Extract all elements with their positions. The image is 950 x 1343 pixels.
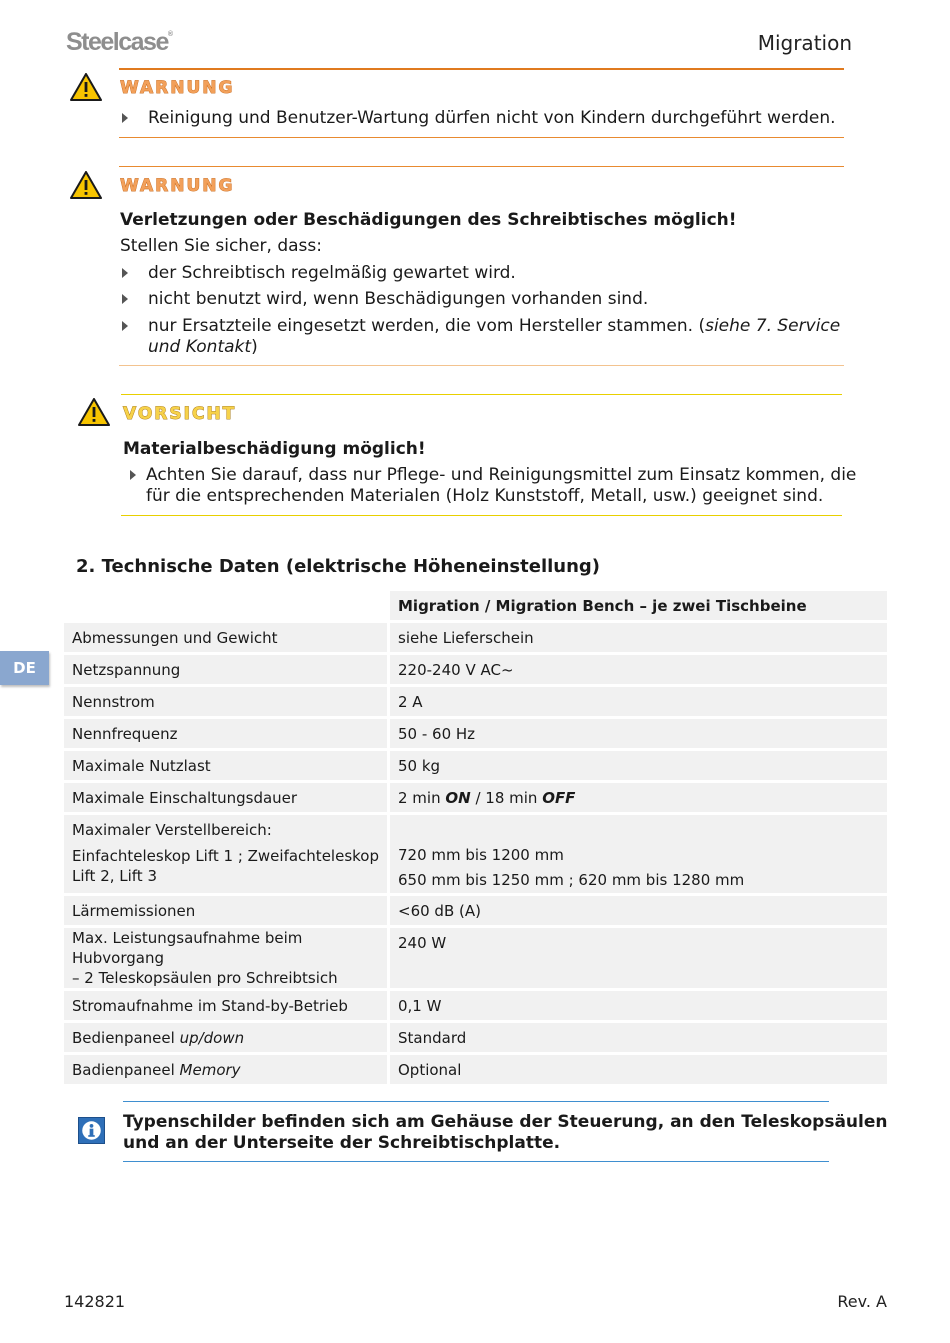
- spec-label: [64, 815, 390, 893]
- bullet-arrow-icon: [121, 112, 129, 124]
- panel-label: Badienpaneel: [72, 1060, 180, 1079]
- table-row: [64, 1055, 887, 1084]
- spec-value: 50 - 60 Hz: [390, 719, 887, 748]
- spec-value: Standard: [390, 1023, 887, 1052]
- warning-item: [148, 316, 840, 337]
- bullet-arrow-icon: [121, 293, 129, 305]
- reference-close: ): [251, 337, 258, 357]
- spec-label: [64, 1055, 390, 1084]
- section-title: 2. Technische Daten (elektrische Höheneinstellung): [76, 556, 601, 577]
- panel-label-italic: up/down: [179, 1028, 245, 1047]
- info-divider: [123, 1161, 829, 1162]
- bullet-arrow-icon: [129, 469, 137, 481]
- warning-divider: [119, 365, 844, 366]
- spec-value: 240 W: [390, 928, 887, 988]
- spec-label: Stromaufnahme im Stand-by-Betrieb: [64, 991, 390, 1020]
- caution-heading: Materialbeschädigung möglich!: [123, 439, 426, 459]
- spec-label: Maximale Einschaltungsdauer: [64, 783, 390, 812]
- caution-item: Achten Sie darauf, dass nur Pflege- und Reinigungsmittel zum Einsatz kommen, die: [146, 465, 857, 485]
- warning-divider: [119, 166, 844, 167]
- table-header-row: [64, 591, 887, 620]
- info-text-cont: und an der Unterseite der Schreibtischplatte.: [123, 1133, 561, 1153]
- spec-label: [64, 928, 390, 988]
- language-tab-de[interactable]: DE: [0, 651, 49, 685]
- spec-value: 0,1 W: [390, 991, 887, 1020]
- warning-triangle-icon: [70, 171, 102, 199]
- warning-heading: Verletzungen oder Beschädigungen des Schreibtisches möglich!: [120, 210, 737, 230]
- spec-label: Abmessungen und Gewicht: [64, 623, 390, 652]
- warning-triangle-icon: [70, 73, 102, 101]
- spec-label: Nennstrom: [64, 687, 390, 716]
- table-row: [64, 623, 887, 652]
- range-value-single: 720 mm bis 1200 mm: [398, 845, 564, 864]
- spec-value: [390, 783, 887, 812]
- spec-label: Lärmemissionen: [64, 896, 390, 925]
- table-row: [64, 783, 887, 812]
- range-label-variant: Einfachteleskop Lift 1 ; Zweifachteleskop: [72, 847, 379, 865]
- table-row: [64, 991, 887, 1020]
- table-row: [64, 1023, 887, 1052]
- warning-item: Reinigung und Benutzer-Wartung dürfen nicht von Kindern durchgeführt werden.: [148, 108, 836, 128]
- spec-value: 50 kg: [390, 751, 887, 780]
- table-row: [64, 928, 887, 988]
- range-label-variant-cont: Lift 2, Lift 3: [72, 867, 158, 885]
- table-header-empty: [64, 591, 390, 620]
- caution-signal-word: VORSICHT: [123, 404, 237, 424]
- duty-off-time: / 18 min: [470, 788, 543, 807]
- brand-name: Steelcase: [66, 28, 168, 56]
- tech-specs-table: [64, 588, 887, 1087]
- bullet-arrow-icon: [121, 320, 129, 332]
- header-divider: [119, 68, 844, 70]
- warning-item-cont: [148, 337, 258, 358]
- table-row: [64, 896, 887, 925]
- caution-divider: [121, 515, 842, 516]
- service-reference-link[interactable]: siehe 7. Service: [705, 316, 841, 336]
- info-icon: [78, 1117, 105, 1144]
- duty-on-label: ON: [445, 788, 471, 807]
- document-title: Migration: [757, 31, 852, 55]
- table-row: [64, 687, 887, 716]
- range-value-double: 650 mm bis 1250 mm ; 620 mm bis 1280 mm: [398, 870, 745, 889]
- power-label: Max. Leistungsaufnahme beim Hubvorgang: [72, 929, 303, 967]
- table-row: [64, 815, 887, 893]
- warning-intro: Stellen Sie sicher, dass:: [120, 236, 322, 256]
- range-label-title: Maximaler Verstellbereich:: [72, 821, 272, 839]
- spec-label: [64, 1023, 390, 1052]
- spec-value: Optional: [390, 1055, 887, 1084]
- brand-logo: [66, 28, 173, 57]
- duty-off-label: OFF: [542, 788, 576, 807]
- spec-label: Nennfrequenz: [64, 719, 390, 748]
- table-row: [64, 751, 887, 780]
- document-number: 142821: [64, 1292, 126, 1311]
- service-reference-link[interactable]: und Kontakt: [148, 337, 252, 357]
- spec-value: <60 dB (A): [390, 896, 887, 925]
- brand-registered-mark: ®: [167, 31, 174, 38]
- caution-item-cont: für die entsprechenden Materialen (Holz Kunststoff, Metall, usw.) geeignet sind.: [146, 486, 824, 506]
- power-label-cont: – 2 Teleskopsäulen pro Schreibtsich: [72, 969, 338, 987]
- bullet-arrow-icon: [121, 267, 129, 279]
- panel-label-italic: Memory: [179, 1060, 241, 1079]
- spec-value: 220-240 V AC~: [390, 655, 887, 684]
- warning-item: der Schreibtisch regelmäßig gewartet wird.: [148, 263, 516, 283]
- warning-item: nicht benutzt wird, wenn Beschädigungen vorhanden sind.: [148, 289, 649, 309]
- info-divider: [123, 1101, 829, 1102]
- warning-divider: [119, 137, 844, 138]
- table-row: [64, 655, 887, 684]
- warning-signal-word: WARNUNG: [120, 176, 235, 196]
- spec-value: siehe Lieferschein: [390, 623, 887, 652]
- table-row: [64, 719, 887, 748]
- warning-item-text: nur Ersatzteile eingesetzt werden, die vom Hersteller stammen. (: [148, 316, 706, 336]
- info-text: Typenschilder befinden sich am Gehäuse der Steuerung, an den Teleskopsäulen: [123, 1112, 888, 1132]
- spec-value: [390, 815, 887, 893]
- table-header-cell: Migration / Migration Bench – je zwei Tischbeine: [390, 591, 887, 620]
- warning-signal-word: WARNUNG: [120, 78, 235, 98]
- spec-label: Netzspannung: [64, 655, 390, 684]
- caution-divider: [121, 394, 842, 395]
- panel-label: Bedienpaneel: [72, 1028, 180, 1047]
- caution-triangle-icon: [78, 398, 110, 426]
- revision-label: Rev. A: [837, 1292, 887, 1311]
- spec-value: 2 A: [390, 687, 887, 716]
- spec-label: Maximale Nutzlast: [64, 751, 390, 780]
- duty-on-time: 2 min: [398, 788, 446, 807]
